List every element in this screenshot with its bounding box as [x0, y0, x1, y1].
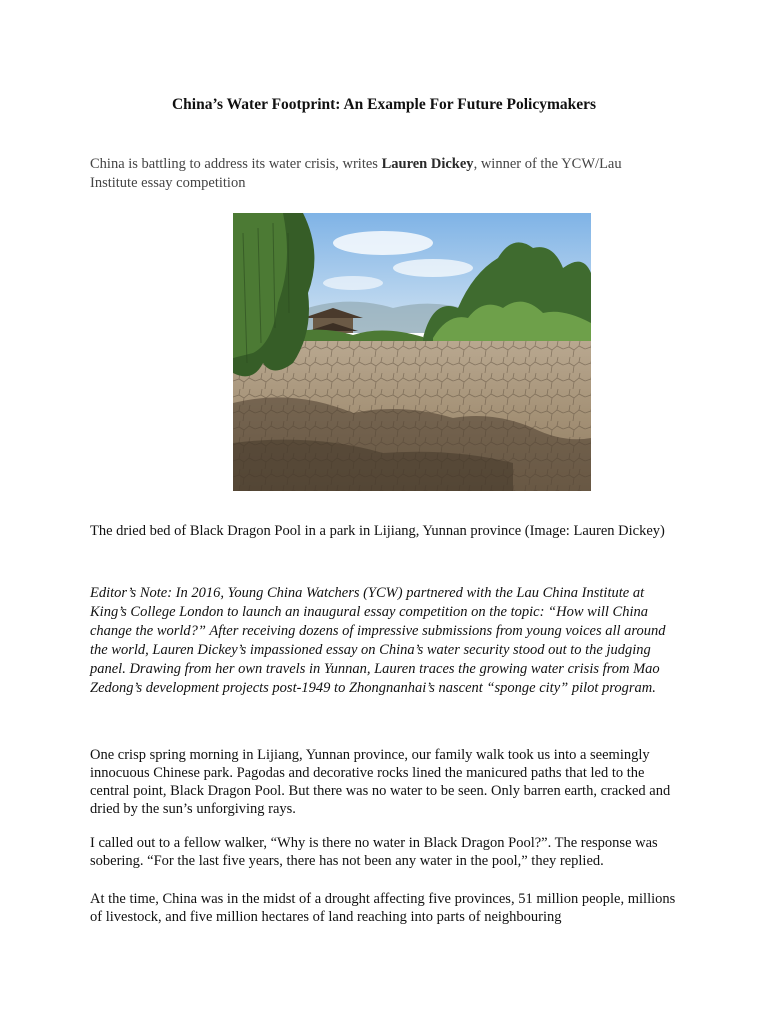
author-name: Lauren Dickey — [381, 156, 474, 172]
article-intro — [90, 155, 670, 193]
intro-text: China is battling to address its water crisis, writes — [90, 156, 382, 172]
image-caption: The dried bed of Black Dragon Pool in a park in Lijiang, Yunnan province (Image: Lauren Dickey) — [90, 523, 665, 539]
body-paragraph-3: At the time, China was in the midst of a drought affecting five provinces, 51 million people, millions of livestock, and five million hectares of land reaching into parts of neighbouring — [90, 891, 676, 925]
intro-text-end: , winner of the YCW/Lau Institute essay competition — [90, 156, 622, 191]
article-title: China’s Water Footprint: An Example For Future Policymakers — [171, 96, 597, 113]
body-paragraph-1: One crisp spring morning in Lijiang, Yunnan province, our family walk took us into a seemingly innocuous Chinese park. Pagodas and decorative rocks lined the manicured paths that led to the central point, Black Dragon Pool. But there was no water to be seen. Only barren earth, cracked and dried by the sun’s unforgiving rays. — [90, 747, 671, 817]
article-photo — [233, 213, 591, 491]
editors-note: Editor’s Note: In 2016, Young China Watchers (YCW) partnered with the Lau China Institute at King’s College London to launch an inaugural essay competition on the topic: “How will China change the world?” After receiving dozens of impressive submissions from young voices all around the world, Lauren Dickey’s impassioned essay on China’s water security stood out to the judging panel. Drawing from her own travels in Yunnan, Lauren traces the growing water crisis from Mao Zedong’s development projects post-1949 to Zhongnanhai’s nascent “sponge city” pilot program. — [90, 585, 666, 696]
body-paragraph-2: I called out to a fellow walker, “Why is there no water in Black Dragon Pool?”. The response was sobering. “For the last five years, there has not been any water in the pool,” they replied. — [90, 835, 658, 869]
